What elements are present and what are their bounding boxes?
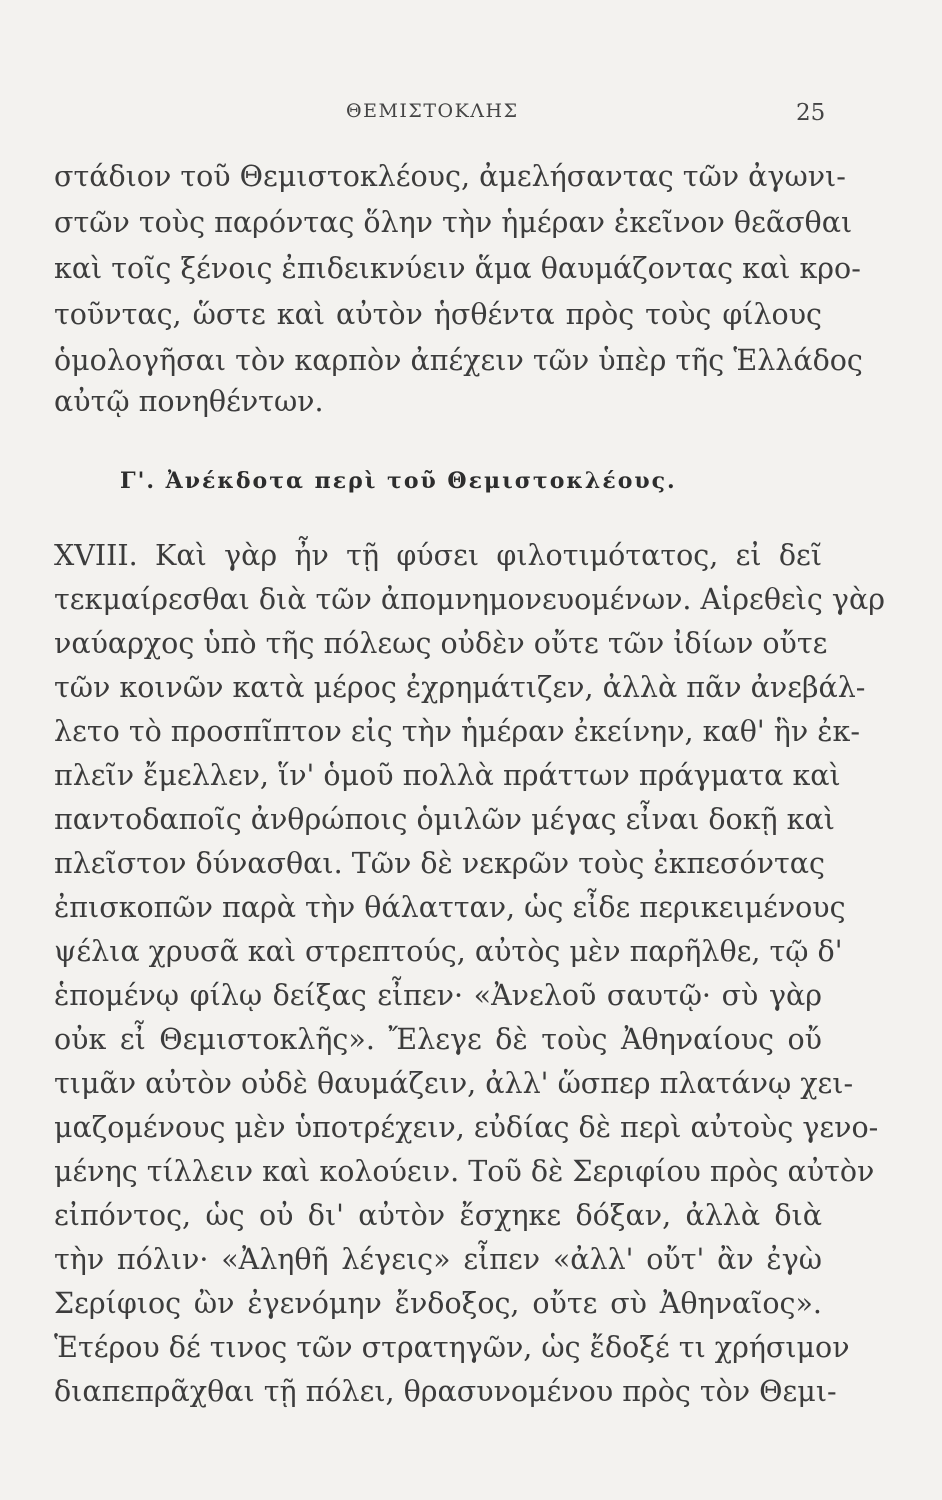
running-title: ΘΕΜΙΣΤΟΚΛΗΣ xyxy=(346,100,519,122)
text-line: τῶν κοινῶν κατὰ μέρος ἐχρημάτιζεν, ἀλλὰ πᾶν ἀνεβάλ- xyxy=(54,671,866,704)
text-line: πλεῖν ἔμελλεν, ἵν' ὁμοῦ πολλὰ πράττων πράγματα καὶ xyxy=(54,759,841,792)
text-line: εἰπόντος, ὡς οὐ δι' αὐτὸν ἔσχηκε δόξαν, ἀλλὰ διὰ xyxy=(54,1199,822,1232)
text-line: λετο τὸ προσπῖπτον εἰς τὴν ἡμέραν ἐκείνην, καθ' ἣν ἐκ- xyxy=(54,715,860,748)
text-line: καὶ τοῖς ξένοις ἐπιδεικνύειν ἅμα θαυμάζοντας καὶ κρο- xyxy=(54,252,861,285)
text-line: τοῦντας, ὥστε καὶ αὐτὸν ἡσθέντα πρὸς τοὺς φίλους xyxy=(54,298,822,331)
text-line: τεκμαίρεσθαι διὰ τῶν ἀπομνημονευομένων. Αἱρεθεὶς γὰρ xyxy=(54,583,885,616)
text-line: XVIII. Καὶ γὰρ ἦν τῇ φύσει φιλοτιμότατος, εἰ δεῖ xyxy=(54,539,822,572)
text-line: αὐτῷ πονηθέντων. xyxy=(54,385,324,418)
section-heading: Γ'. Ἀνέκδοτα περὶ τοῦ Θεμιστοκλέους. xyxy=(120,468,677,494)
page-number: 25 xyxy=(796,100,826,126)
text-line: τὴν πόλιν· «Ἀληθῆ λέγεις» εἶπεν «ἀλλ' οὔτ' ἂν ἐγὼ xyxy=(54,1243,822,1276)
text-line: ἑπομένῳ φίλῳ δείξας εἶπεν· «Ἀνελοῦ σαυτῷ· σὺ γὰρ xyxy=(54,979,822,1012)
text-line: στάδιον τοῦ Θεμιστοκλέους, ἀμελήσαντας τῶν ἀγωνι- xyxy=(54,160,846,193)
text-line: μαζομένους μὲν ὑποτρέχειν, εὐδίας δὲ περὶ αὐτοὺς γενο- xyxy=(54,1111,879,1144)
text-line: ψέλια χρυσᾶ καὶ στρεπτούς, αὐτὸς μὲν παρῆλθε, τῷ δ' xyxy=(54,935,843,968)
text-line: στῶν τοὺς παρόντας ὅλην τὴν ἡμέραν ἐκεῖνον θεᾶσθαι xyxy=(54,206,853,239)
running-head xyxy=(0,100,942,134)
text-line: τιμᾶν αὐτὸν οὐδὲ θαυμάζειν, ἀλλ' ὥσπερ πλατάνῳ χει- xyxy=(54,1067,854,1100)
text-line: οὐκ εἶ Θεμιστοκλῆς». Ἔλεγε δὲ τοὺς Ἀθηναίους οὔ xyxy=(54,1023,822,1056)
text-line: Σερίφιος ὢν ἐγενόμην ἔνδοξος, οὔτε σὺ Ἀθηναῖος». xyxy=(54,1287,822,1320)
text-line: ὁμολογῆσαι τὸν καρπὸν ἀπέχειν τῶν ὑπὲρ τῆς Ἑλλάδος xyxy=(54,344,863,377)
text-line: παντοδαποῖς ἀνθρώποις ὁμιλῶν μέγας εἶναι δοκῇ καὶ xyxy=(54,803,835,836)
text-line: ναύαρχος ὑπὸ τῆς πόλεως οὐδὲν οὔτε τῶν ἰδίων οὔτε xyxy=(54,627,828,660)
text-line: μένης τίλλειν καὶ κολούειν. Τοῦ δὲ Σεριφίου πρὸς αὐτὸν xyxy=(54,1155,875,1188)
text-line: διαπεπρᾶχθαι τῇ πόλει, θρασυνομένου πρὸς τὸν Θεμι- xyxy=(54,1375,837,1408)
text-line: πλεῖστον δύνασθαι. Τῶν δὲ νεκρῶν τοὺς ἐκπεσόντας xyxy=(54,847,825,880)
text-line: ἐπισκοπῶν παρὰ τὴν θάλατταν, ὡς εἶδε περικειμένους xyxy=(54,891,846,924)
text-line: Ἑτέρου δέ τινος τῶν στρατηγῶν, ὡς ἔδοξέ τι χρήσιμον xyxy=(54,1331,850,1364)
